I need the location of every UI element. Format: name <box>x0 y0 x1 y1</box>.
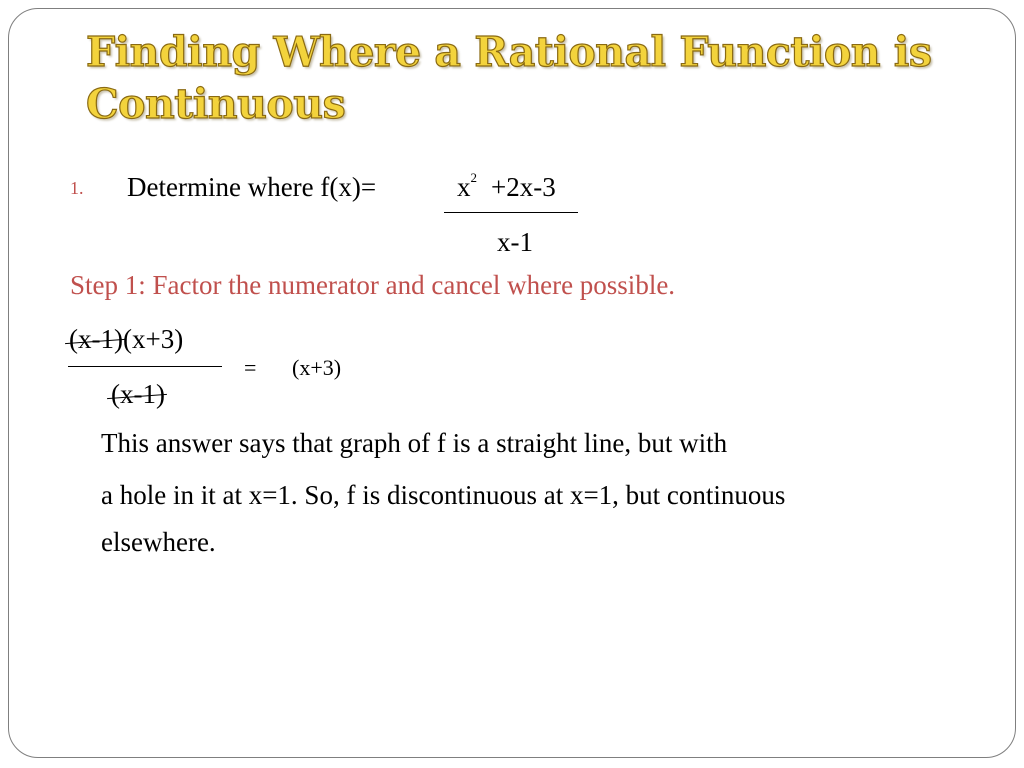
question-denominator: x-1 <box>497 227 533 257</box>
question-fraction-bar <box>444 212 578 213</box>
list-item-number: 1. <box>70 178 84 198</box>
factored-numerator <box>69 324 183 355</box>
cancelled-factor-numerator: (x-1) <box>69 324 123 354</box>
explanation-line-1: This answer says that graph of f is a straight line, but with <box>101 428 728 458</box>
simplified-result: (x+3) <box>292 355 342 380</box>
explanation-line-3: elsewhere. <box>101 527 216 557</box>
question-text: Determine where f(x)= <box>127 172 377 202</box>
slide-title: Finding Where a Rational Function is Continuous <box>86 28 932 128</box>
factored-fraction-bar <box>68 366 222 367</box>
cancelled-factor-denominator: (x-1) <box>111 379 165 409</box>
step-one-heading: Step 1: Factor the numerator and cancel where possible. <box>70 270 676 300</box>
equals-sign: = <box>244 355 257 380</box>
kept-factor: (x+3) <box>122 324 184 354</box>
numerator-exponent: 2 <box>470 170 477 185</box>
factored-denominator <box>111 379 165 410</box>
numerator-base: x <box>457 172 471 202</box>
explanation-line-2: a hole in it at x=1. So, f is discontinuous at x=1, but continuous <box>101 480 786 510</box>
question-numerator <box>457 172 556 203</box>
numerator-rest: +2x-3 <box>491 172 556 202</box>
